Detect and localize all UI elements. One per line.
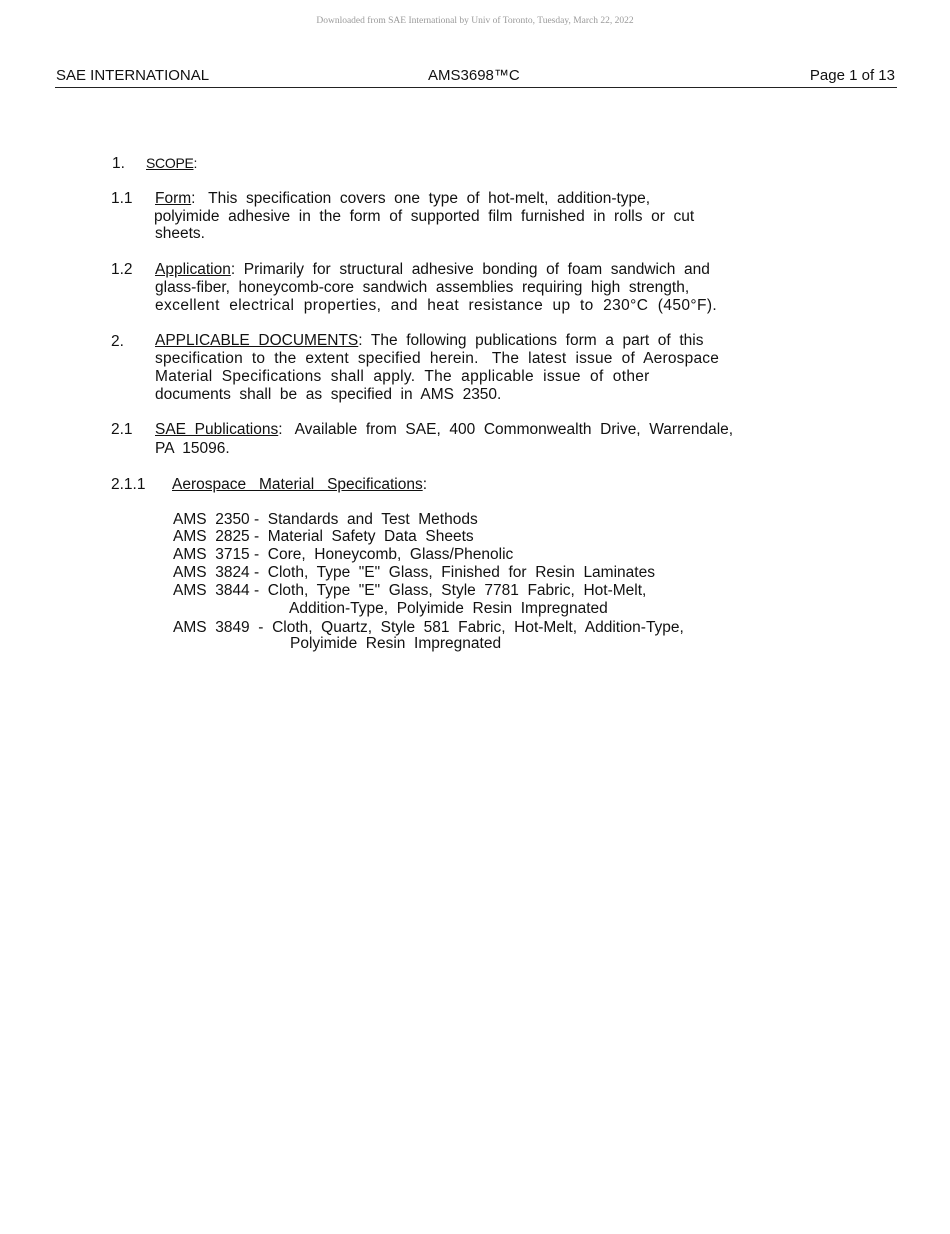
section-2-text-1: : The following publications form a part of this	[358, 332, 704, 349]
download-watermark: Downloaded from SAE International by Univ of Toronto, Tuesday, March 22, 2022	[316, 16, 634, 26]
section-1-number: 1.	[112, 155, 125, 172]
section-1-1-line-3: sheets.	[155, 225, 205, 242]
section-1-1-line-2: polyimide adhesive in the form of supported film furnished in rolls or cut	[154, 208, 695, 225]
header-organization: SAE INTERNATIONAL	[56, 67, 210, 84]
section-2-1-line-1	[155, 421, 733, 439]
section-2-number: 2.	[111, 333, 124, 350]
section-1-1-line-1	[155, 190, 650, 208]
ams-list-item-continuation: Polyimide Resin Impregnated	[290, 635, 502, 652]
section-1-2-line-1	[155, 261, 710, 279]
ams-list-item: AMS 2350 - Standards and Test Methods	[173, 511, 478, 528]
section-1-heading	[146, 154, 197, 172]
ams-list-item: AMS 3849 - Cloth, Quartz, Style 581 Fabric, Hot-Melt, Addition-Type,	[173, 619, 684, 636]
header-rule	[55, 87, 897, 88]
ams-list-item-continuation: Addition-Type, Polyimide Resin Impregnated	[289, 600, 608, 617]
section-2-line-3: Material Specifications shall apply. The applicable issue of other	[155, 368, 650, 385]
section-2-1-1-title: Aerospace Material Specifications	[172, 476, 423, 493]
ams-list-item: AMS 2825 - Material Safety Data Sheets	[173, 528, 474, 545]
section-1-colon: :	[193, 155, 198, 171]
section-2-1-number: 2.1	[111, 421, 133, 438]
ams-list-item: AMS 3824 - Cloth, Type "E" Glass, Finished for Resin Laminates	[173, 564, 655, 581]
section-2-line-4: documents shall be as specified in AMS 2350.	[155, 386, 502, 403]
ams-list-item: AMS 3715 - Core, Honeycomb, Glass/Phenolic	[173, 546, 514, 563]
section-2-line-1	[155, 332, 703, 350]
header-document-id: AMS3698™C	[428, 67, 520, 84]
section-2-1-1-colon: :	[422, 476, 428, 493]
section-1-2-line-2: glass-fiber, honeycomb-core sandwich assemblies requiring high strength,	[155, 279, 690, 296]
section-1-2-title: Application	[155, 261, 231, 278]
section-2-line-2: specification to the extent specified herein. The latest issue of Aerospace	[155, 350, 720, 367]
section-1-1-title: Form	[155, 190, 192, 207]
section-2-1-title: SAE Publications	[155, 421, 279, 438]
section-2-1-text-1: : Available from SAE, 400 Commonwealth Drive, Warrendale,	[278, 421, 734, 438]
ams-list-item: AMS 3844 - Cloth, Type "E" Glass, Style 7781 Fabric, Hot-Melt,	[173, 582, 647, 599]
section-1-2-line-3: excellent electrical properties, and heat resistance up to 230°C (450°F).	[155, 297, 718, 314]
section-2-title: APPLICABLE DOCUMENTS	[155, 332, 359, 349]
section-2-1-1-number: 2.1.1	[111, 476, 146, 493]
section-2-1-1-heading	[172, 476, 427, 494]
header-page-number: Page 1 of 13	[809, 67, 895, 84]
section-1-2-text-1: : Primarily for structural adhesive bonding of foam sandwich and	[230, 261, 710, 278]
section-2-1-line-2: PA 15096.	[155, 440, 230, 457]
section-1-2-number: 1.2	[111, 261, 133, 278]
section-1-title: SCOPE	[146, 155, 194, 171]
section-1-1-text-1: : This specification covers one type of hot-melt, addition-type,	[191, 190, 651, 207]
section-1-1-number: 1.1	[111, 190, 133, 207]
